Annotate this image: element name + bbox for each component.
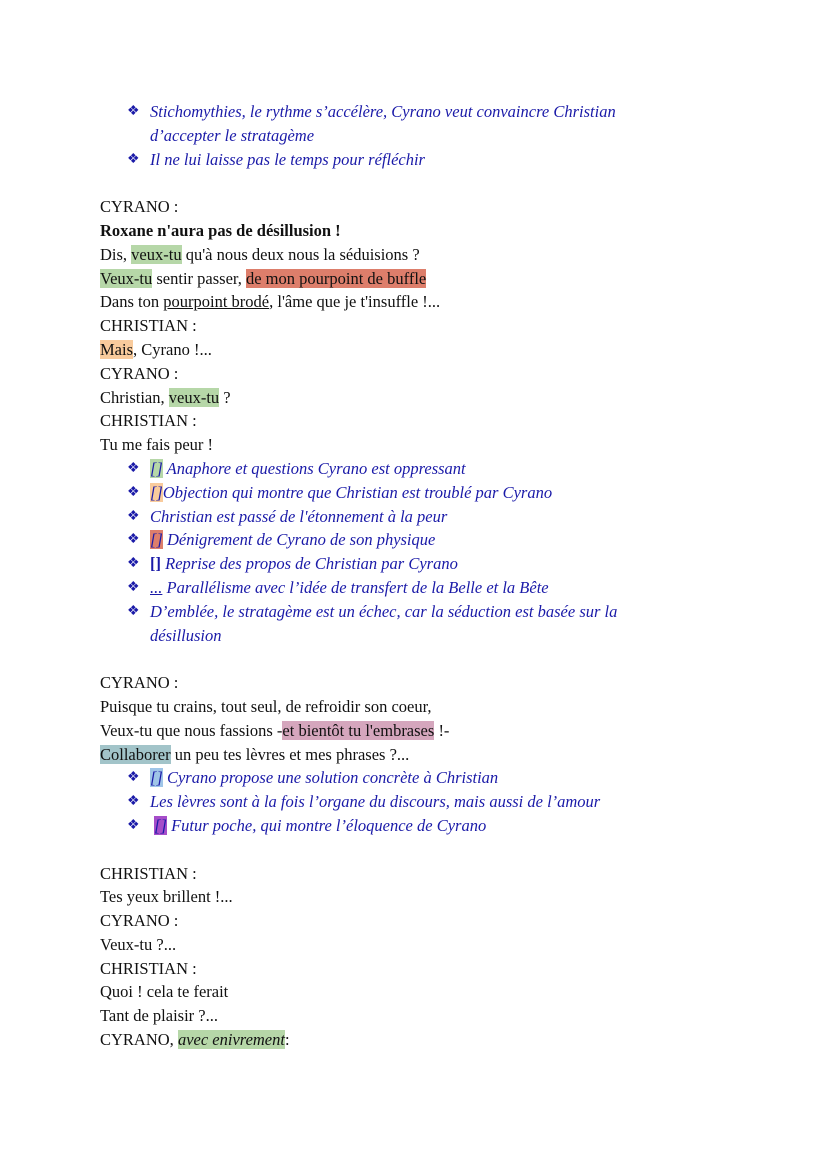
speaker-label: CYRANO :: [100, 673, 179, 693]
verse-line: Quoi ! cela te ferait: [100, 982, 229, 1002]
color-marker: []: [154, 815, 167, 835]
verse-line: Mais, Cyrano !...: [100, 339, 212, 359]
list-item: ❖ [] Cyrano propose une solution concrète à Christian: [100, 766, 740, 790]
highlight-teal: Collaborer: [100, 744, 171, 764]
diamond-bullet-icon: ❖: [127, 603, 140, 619]
highlight-red: de mon pourpoint de buffle: [245, 268, 427, 288]
list-item: ❖ [] Anaphore et questions Cyrano est oppressant: [100, 457, 740, 481]
highlight-green: veux-tu: [168, 387, 220, 407]
highlight-green-italic: avec enivrement: [177, 1030, 285, 1050]
document-content: [100, 100, 740, 1052]
verse-line: Veux-tu sentir passer, de mon pourpoint de buffle: [100, 268, 427, 288]
list-item: ❖ Stichomythies, le rythme s’accélère, Cyrano veut convaincre Christian: [100, 100, 740, 124]
speaker-label: CYRANO :: [100, 363, 179, 383]
diamond-bullet-icon: ❖: [127, 104, 140, 119]
diamond-bullet-icon: ❖: [127, 556, 140, 572]
verse-line: Puisque tu crains, tout seul, de refroidir son coeur,: [100, 696, 432, 716]
verse-line: Veux-tu ?...: [100, 934, 177, 954]
diamond-bullet-icon: ❖: [127, 532, 140, 548]
diamond-bullet-icon: ❖: [127, 484, 140, 500]
speaker-label: CYRANO :: [100, 197, 179, 217]
verse-line: Christian, veux-tu ?: [100, 387, 231, 407]
list-item: ❖ []Objection qui montre que Christian est troublé par Cyrano: [100, 481, 740, 505]
color-marker: []: [150, 458, 163, 478]
verse-line: Collaborer un peu tes lèvres et mes phrases ?...: [100, 744, 410, 764]
color-marker: []: [150, 530, 163, 550]
verse-line: Tes yeux brillent !...: [100, 887, 233, 907]
color-marker: []: [150, 482, 163, 502]
verse-line: Dis, veux-tu qu'à nous deux nous la séduisions ?: [100, 244, 420, 264]
bracket-marker: []: [150, 554, 161, 574]
verse-line: Roxane n'aura pas de désillusion !: [100, 220, 341, 240]
speaker-label: CYRANO :: [100, 911, 179, 931]
list-item-continuation: désillusion: [150, 625, 222, 645]
speaker-label: CHRISTIAN :: [100, 411, 197, 431]
speaker-label: CHRISTIAN :: [100, 958, 197, 978]
bullet-list-analysis-1: [100, 457, 740, 647]
diamond-bullet-icon: ❖: [127, 817, 140, 833]
speaker-label: CHRISTIAN :: [100, 316, 197, 336]
diamond-bullet-icon: ❖: [127, 151, 140, 167]
bullet-list-analysis-2: [100, 766, 740, 837]
diamond-bullet-icon: ❖: [127, 508, 140, 524]
verse-line: Dans ton pourpoint brodé, l'âme que je t'insuffle !...: [100, 292, 441, 312]
underlined-text: pourpoint brodé: [163, 292, 270, 312]
list-item: ❖ D’emblée, le stratagème est un échec, car la séduction est basée sur la: [100, 600, 740, 624]
highlight-green: Veux-tu: [100, 268, 153, 288]
highlight-orange: Mais: [100, 339, 133, 359]
color-marker: []: [150, 768, 163, 788]
list-item: ❖ [] Reprise des propos de Christian par Cyrano: [100, 552, 740, 576]
list-item: ❖ Les lèvres sont à la fois l’organe du discours, mais aussi de l’amour: [100, 790, 740, 814]
diamond-bullet-icon: ❖: [127, 460, 140, 476]
list-item: ❖ [] Dénigrement de Cyrano de son physique: [100, 528, 740, 552]
speaker-label: CYRANO, avec enivrement:: [100, 1030, 290, 1050]
ellipsis-marker: ...: [150, 577, 163, 597]
verse-line: Tu me fais peur !: [100, 435, 214, 455]
bullet-list-intro: [100, 100, 740, 171]
diamond-bullet-icon: ❖: [127, 579, 140, 595]
list-item: ❖ ... Parallélisme avec l’idée de transfert de la Belle et la Bête: [100, 576, 740, 600]
verse-line: Tant de plaisir ?...: [100, 1006, 218, 1026]
highlight-green: veux-tu: [131, 244, 182, 264]
diamond-bullet-icon: ❖: [127, 794, 140, 810]
list-item: ❖ Christian est passé de l'étonnement à la peur: [100, 505, 740, 529]
list-item-continuation: d’accepter le stratagème: [150, 125, 315, 145]
list-item: ❖ [] Futur poche, qui montre l’éloquence de Cyrano: [100, 814, 740, 838]
highlight-pink: et bientôt tu l'embrases: [282, 720, 435, 740]
speaker-label: CHRISTIAN :: [100, 863, 197, 883]
verse-line: Veux-tu que nous fassions -et bientôt tu l'embrases !-: [100, 720, 450, 740]
list-item: ❖ Il ne lui laisse pas le temps pour réfléchir: [100, 148, 740, 172]
diamond-bullet-icon: ❖: [127, 770, 140, 786]
